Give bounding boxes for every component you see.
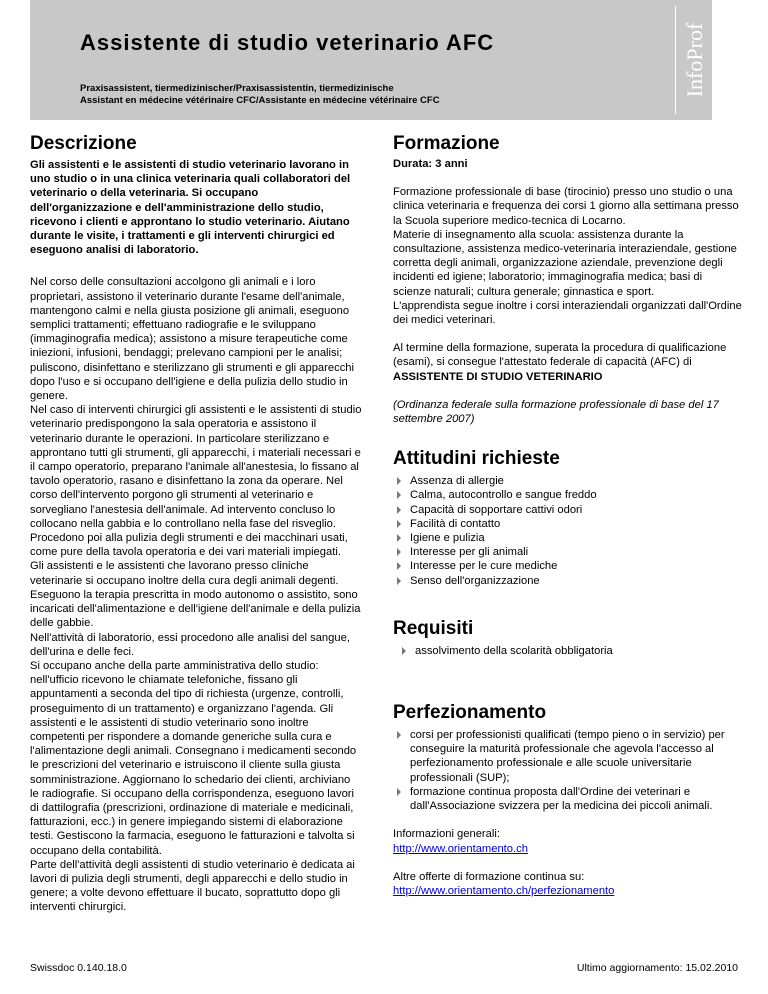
left-column [30,133,362,915]
formazione-paragraph: Materie di insegnamento alla scuola: assistenza durante la consultazione, assistenza medico-veterinaria interaziendale, gestione corretta degli animali, organizzazione aziendale, prevenzione degli incidenti ed igiene; laboratorio; immaginografia medica; basi di scienze naturali; cultura generale; ginnastica e sport. [393,228,737,298]
attitudini-heading: Attitudini richieste [393,448,560,470]
list-item: Igiene e pulizia [393,531,743,545]
requisiti-heading: Requisiti [393,617,474,639]
descrizione-paragraph: Nel caso di interventi chirurgici gli assistenti e le assistenti di studio veterinario predispongono la sala operatoria e assistono il veterinario durante le operazioni. In particolare sterilizzano e approntano tutti gli strumenti, gli apparecchi, i materiali necessari e il campo operatorio, preparano l'animale all'anestesia, lo fissano al tavolo operatorio, rasano e disinfettano la zona da operare. Nel corso dell'intervento porgono gli strumenti al veterinario e sorvegliano l'anestesia dell'animale. Ad intervento concluso lo collocano nella gabbia e lo controllano nella fase del risveglio. Procedono poi alla pulizia degli strumenti e dei macchinari usati, come pure della tavola operatoria e dei vari materiali impiegati. [30,404,362,559]
subtitle-french: Assistant en médecine vétérinaire CFC/Assistante en médecine vétérinaire CFC [80,94,440,106]
list-item: Calma, autocontrollo e sangue freddo [393,488,743,502]
descrizione-body [30,275,362,914]
descrizione-lead: Gli assistenti e le assistenti di studio veterinario lavorano in uno studio o in una clinica veterinaria quali collaboratori del veterinario o della veterinaria. Si occupano dell'organizzazione e dell'amministrazione dello studio, ricevono i clienti e approntano lo studio veterinario. Aiutano durante le visite, i trattamenti e gli interventi chirurgici ed eseguono analisi di laboratorio. [30,159,351,257]
formazione-ordinance: (Ordinanza federale sulla formazione professionale di base del 17 settembre 2007) [393,398,719,426]
page-subtitle [80,83,440,106]
right-column [393,133,743,898]
formazione-paragraph: L'apprendista segue inoltre i corsi interaziendali organizzati dall'Ordine dei medici veterinari. [393,299,742,327]
formazione-duration: Durata: 3 anni [393,158,468,170]
list-item: Interesse per le cure mediche [393,559,743,573]
orientamento-link[interactable]: http://www.orientamento.ch [393,842,528,855]
descrizione-paragraph: Nell'attività di laboratorio, essi procedono alle analisi del sangue, dell'urina e delle feci. [30,631,350,658]
footer-last-update: Ultimo aggiornamento: 15.02.2010 [576,962,738,974]
perfezionamento-list [393,728,743,813]
list-item: formazione continua proposta dall'Ordine dei veterinari e dall'Associazione svizzera per la medicina dei piccoli animali. [393,785,743,813]
brand-divider [675,6,676,114]
descrizione-heading: Descrizione [30,133,137,154]
perfezionamento-heading: Perfezionamento [393,702,547,724]
list-item: Interesse per gli animali [393,545,743,559]
offers-label: Altre offerte di formazione continua su: [393,870,585,883]
attitudini-list [393,474,743,588]
descrizione-paragraph: Si occupano anche della parte amministrativa dello studio: nell'ufficio ricevono le chiamate telefoniche, fissano gli appuntamenti a seconda del tipo di richiesta (urgenze, controlli, proseguimento di un trattamento) e organizzano l'agenda. Gli assistenti e le assistenti di studio veterinario sono inoltre competenti per rispondere a domande generiche sulla cura e l'alimentazione degli animali. Consegnano i medicamenti secondo le prescrizioni del veterinario e istruiscono il cliente sulla giusta somministrazione. Aggiornano lo schedario dei clienti, archiviano le radiografie. Si occupano della corrispondenza, eseguono lavori di dattilografia (prescrizioni, ordinazione di materiale e medicinali, fatturazioni, ecc.) in genere impiegando sistemi di elaborazione testi. Gestiscono la farmacia, eseguono le fatturazioni e talvolta si occupano della contabilità. [30,659,357,857]
footer-swissdoc: Swissdoc 0.140.18.0 [30,962,127,974]
page-header [30,0,712,120]
page-title: Assistente di studio veterinario AFC [80,30,495,55]
perfezionamento-link[interactable]: http://www.orientamento.ch/perfezionamento [393,884,615,897]
list-item: Facilità di contatto [393,517,743,531]
list-item: assolvimento della scolarità obbligatoria [398,644,743,658]
list-item: corsi per professionisti qualificati (tempo pieno o in servizio) per conseguire la maturità professionale che agevola l'accesso al perfezionamento professionale e alle scuole universitarie professionali (SUP); [393,728,743,785]
list-item: Senso dell'organizzazione [393,574,743,588]
formazione-paragraph: Formazione professionale di base (tirocinio) presso uno studio o una clinica veterinaria e frequenza dei corsi 1 giorno alla settimana presso la Scuola superiore medico-tecnica di Locarno. [393,186,739,227]
formazione-paragraph: Al termine della formazione, superata la procedura di qualificazione (esami), si consegue l'attestato federale di capacità (AFC) di [393,342,727,369]
descrizione-paragraph: Parte dell'attività degli assistenti di studio veterinario è dedicata ai lavori di pulizia degli strumenti, degli apparecchi e dello studio in genere; a volte devono effettuare il bucato, soprattutto dopo gli interventi chirurgici. [30,858,355,914]
descrizione-paragraph: Gli assistenti e le assistenti che lavorano presso cliniche veterinarie si occupano inoltre della cura degli animali degenti. Eseguono la terapia prescritta in modo autonomo o assistito, sono incaricati dell'alimentazione e dell'igiene dell'animale e della pulizia delle gabbie. [30,560,361,630]
subtitle-german: Praxisassistent, tiermedizinischer/Praxisassistentin, tiermedizinische [80,83,394,94]
formazione-heading: Formazione [393,133,500,154]
formazione-title: ASSISTENTE DI STUDIO VETERINARIO [393,370,603,383]
requisiti-list [393,644,743,658]
descrizione-paragraph: Nel corso delle consultazioni accolgono gli animali e i loro proprietari, assistono il veterinario durante l'esame dell'animale, mantengono calmi e nella giusta posizione gli animali, eseguono semplici trattamenti; effettuano radiografie e le sviluppano (immaginografia medica); assistono a misure terapeutiche come iniezioni, infusioni, bendaggi; prelevano campioni per le analisi; puliscono, disinfettano e sterilizzano gli strumenti e gli apparecchi dopo l'uso e si occupano dell'igiene e della pulizia dello studio in genere. [30,276,354,403]
infoprof-logo: InfoProf [682,22,707,98]
info-label: Informazioni generali: [393,828,500,841]
list-item: Capacità di sopportare cattivi odori [393,503,743,517]
list-item: Assenza di allergie [393,474,743,488]
